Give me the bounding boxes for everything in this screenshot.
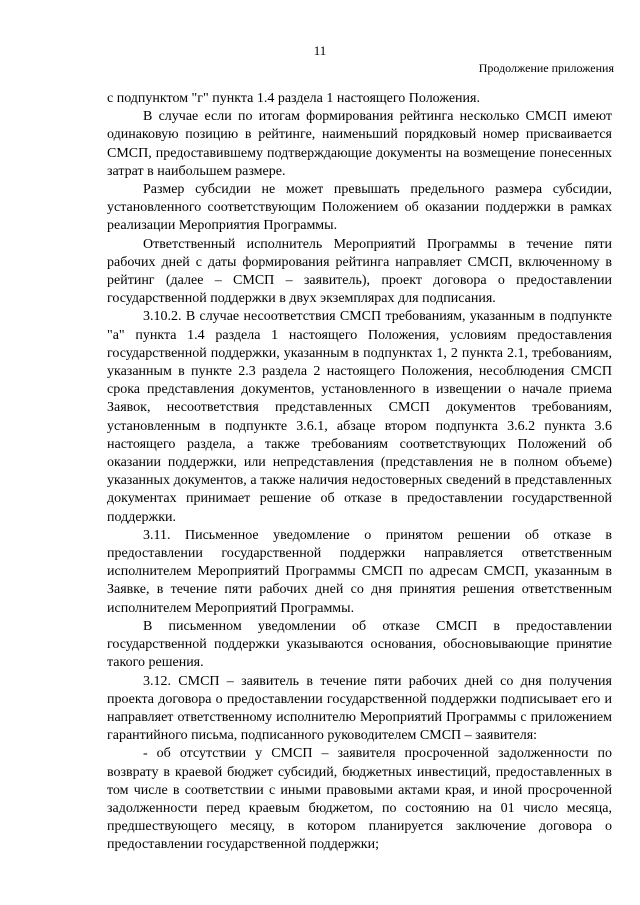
paragraph-continuation: с подпунктом "г" пункта 1.4 раздела 1 настоящего Положения. — [107, 91, 480, 106]
paragraph-contract-draft: Ответственный исполнитель Мероприятий Программы в течение пяти рабочих дней с даты формирования рейтинга направляет СМСП, включенному в рейтинг (далее – СМСП – заявитель), проект договора о предоставлении государственной поддержки в двух экземплярах для подписания. — [107, 236, 612, 307]
continuation-note: Продолжение приложения — [478, 61, 614, 75]
paragraph-3-11: 3.11. Письменное уведомление о принятом решении об отказе в предоставлении государственной поддержки направляется ответственным исполнителем Мероприятий Программы СМСП по адресам СМСП, указанным в Заявке, в течение пяти рабочих дней со дня принятия решения ответственным исполнителем Мероприятий Программы. — [107, 527, 612, 616]
paragraph-rating-tie: В случае если по итогам формирования рейтинга несколько СМСП имеют одинаковую позицию в рейтинге, наименьший порядковый номер присваивается СМСП, предоставившему подтверждающие документы на возмещение понесенных затрат в наибольшем размере. — [107, 109, 612, 179]
paragraph-3-10-2: 3.10.2. В случае несоответствия СМСП требованиям, указанным в подпункте "а" пункта 1.4 раздела 1 настоящего Положения, условиям предоставления государственной поддержки, указанным в подпунктах 1, 2 пункта 2.1, требованиям, указанным в пункте 2.3 раздела 2 настоящего Положения, несоблюдения СМСП срока представления документов, установленного в извещении о начале приема Заявок, несоответствия представленных СМСП документов требованиям, установленным в подпункте 3.6.1, абзаце втором подпункта 3.6.2 пункта 3.6 настоящего раздела, а также требованиям соответствующих Положений об оказании поддержки, или непредставления (представления не в полном объеме) указанных документов, а также наличия недостоверных сведений в представленных документах принимает решение об отказе в предоставлении государственной поддержки. — [107, 309, 612, 525]
paragraph-3-12: 3.12. СМСП – заявитель в течение пяти рабочих дней со дня получения проекта договора о предоставлении государственной поддержки подписывает его и направляет ответственному исполнителю Мероприятий Программы с приложением гарантийного письма, подписанного руководителем СМСП – заявителя: — [107, 673, 612, 744]
body-text — [107, 90, 612, 855]
paragraph-no-debt: - об отсутствии у СМСП – заявителя просроченной задолженности по возврату в краевой бюджет субсидий, бюджетных инвестиций, предоставленных в том числе в соответствии с иными правовыми актами края, и иной просроченной задолженности перед краевым бюджетом, по состоянию на 01 число месяца, предшествующего месяцу, в котором планируется заключение договора о предоставлении государственной поддержки; — [107, 746, 612, 853]
page-number: 11 — [313, 43, 327, 58]
paragraph-refusal-grounds: В письменном уведомлении об отказе СМСП в предоставлении государственной поддержки указываются основания, обосновывающие принятие такого решения. — [107, 618, 612, 671]
paragraph-subsidy-limit: Размер субсидии не может превышать предельного размера субсидии, установленного соответствующим Положением об оказании поддержки в рамках реализации Мероприятия Программы. — [107, 182, 612, 234]
